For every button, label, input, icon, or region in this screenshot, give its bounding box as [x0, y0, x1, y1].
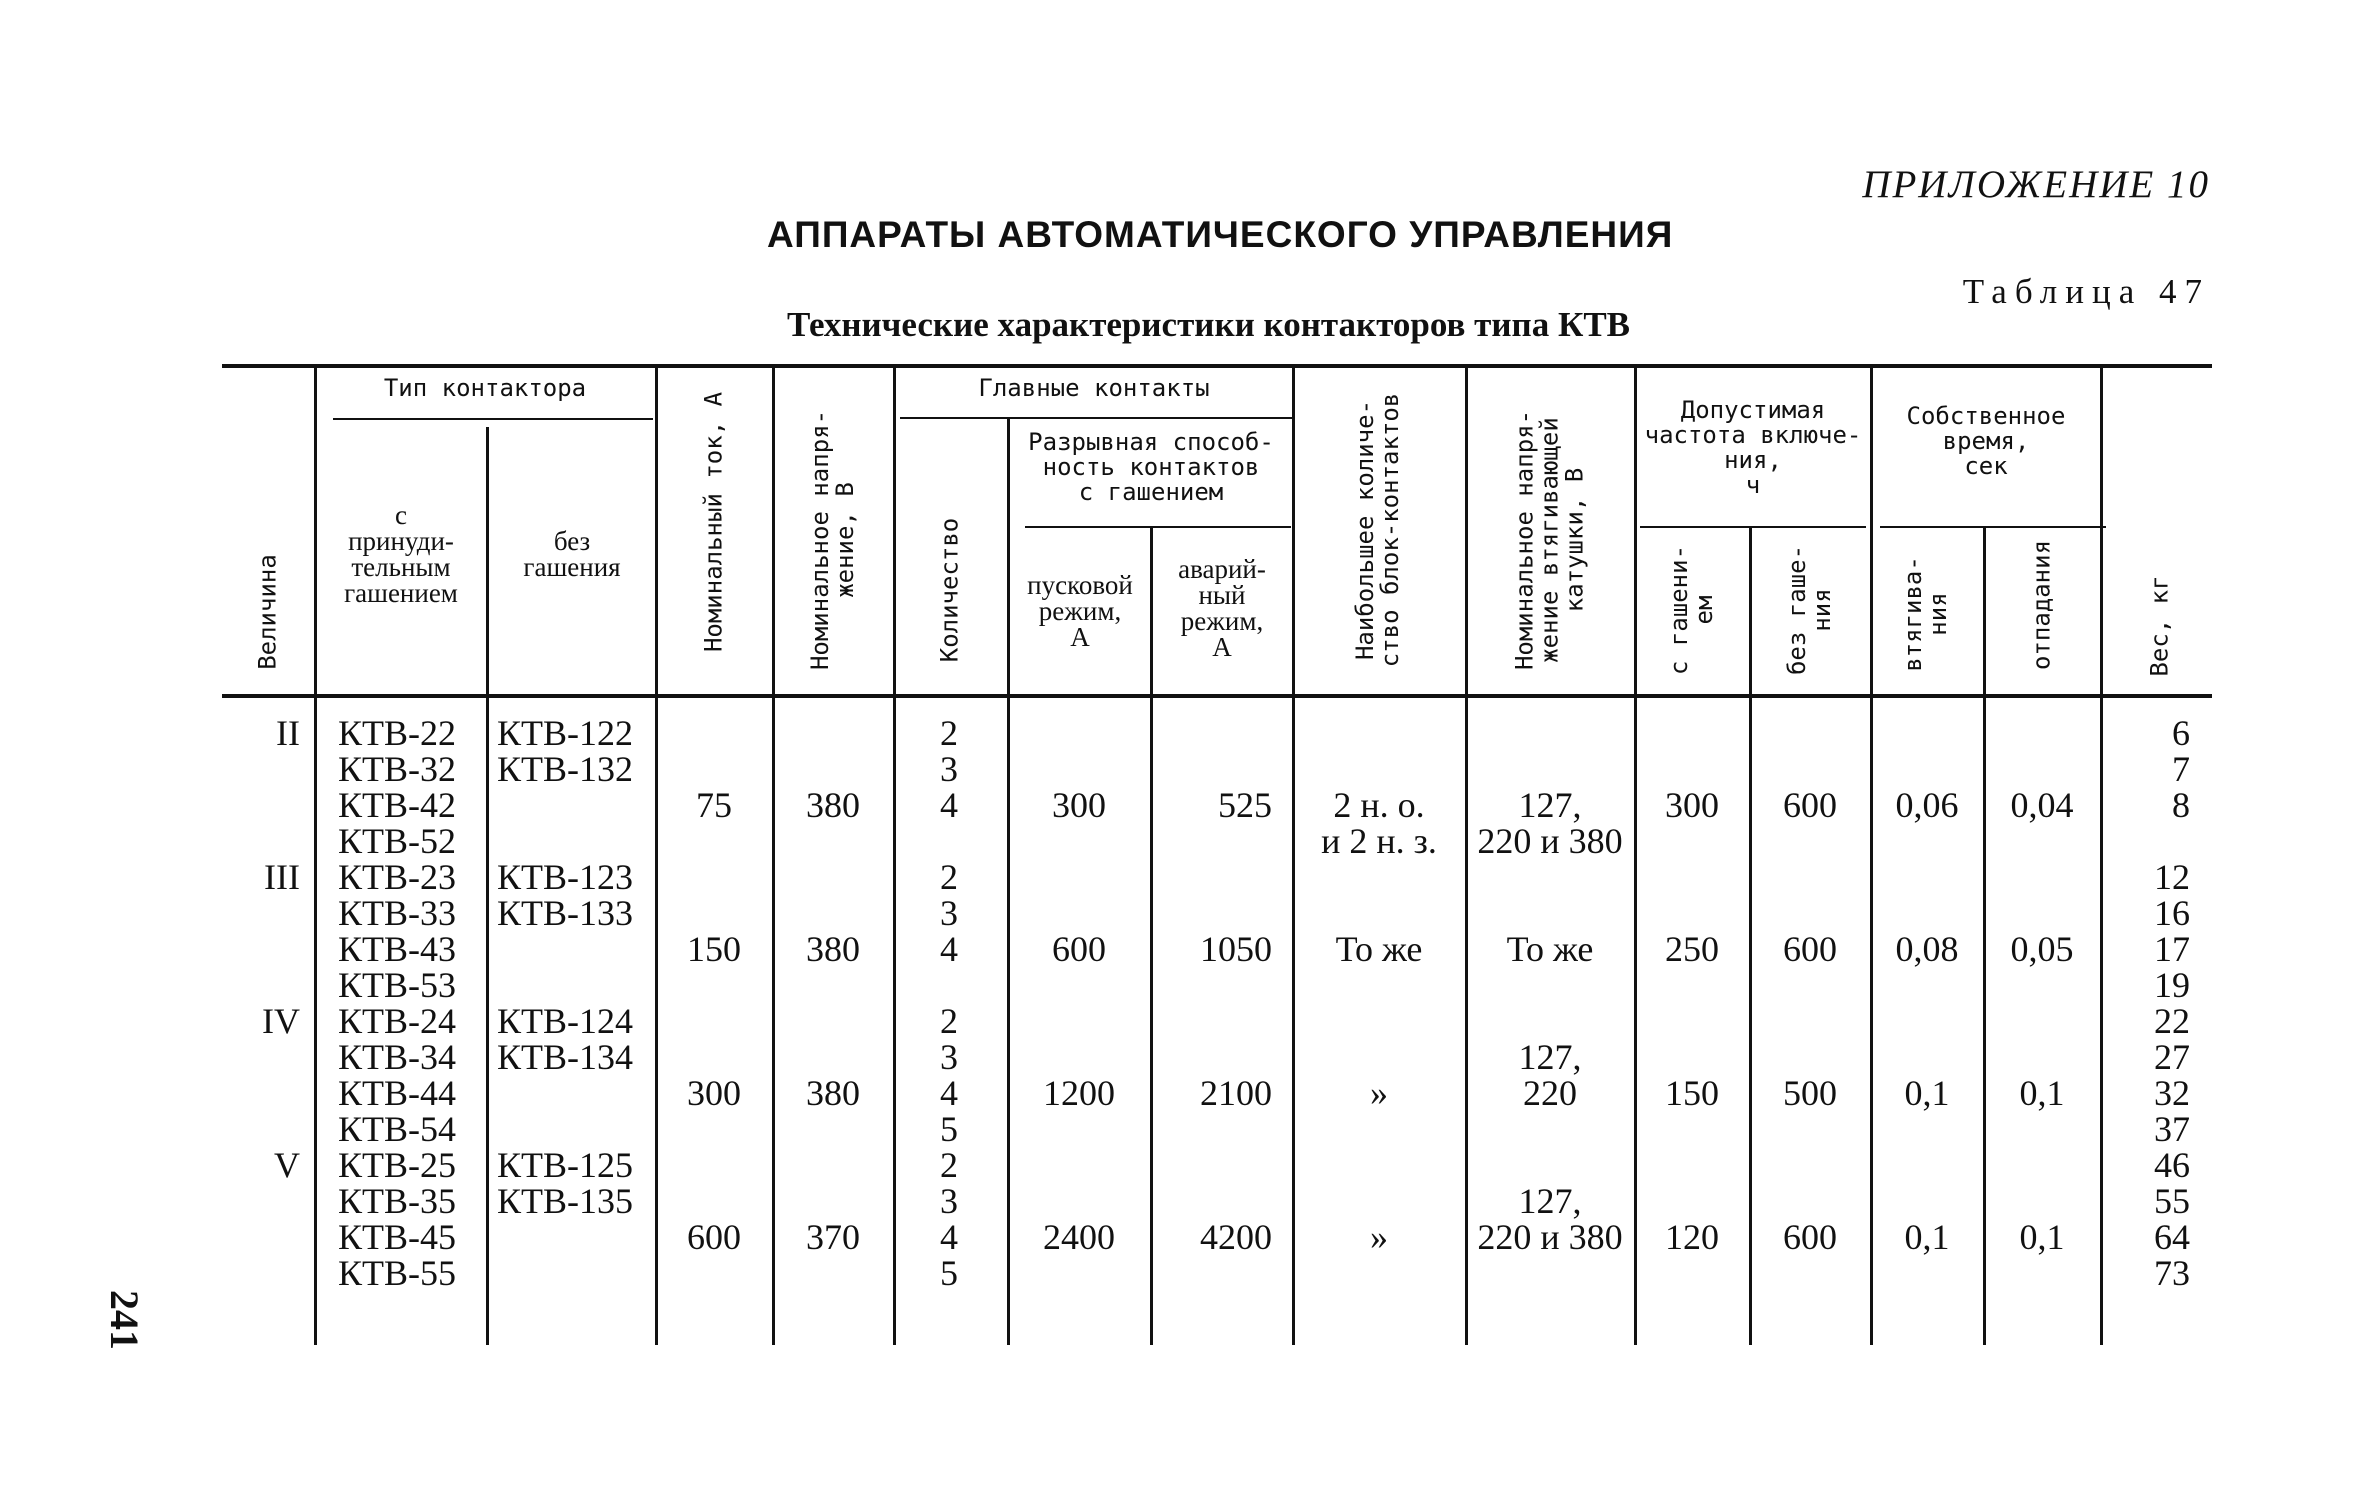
header-type-contactor: Тип контактора [383, 374, 587, 402]
contact-quantity: 4 [940, 785, 958, 825]
body-divider [2100, 698, 2103, 1345]
weight-value: 19 [2154, 965, 2190, 1005]
type-noquench: КТВ-132 [497, 749, 634, 789]
contact-quantity: 4 [940, 1073, 958, 1113]
drop-out-time: 0,1 [2019, 1073, 2065, 1113]
table-title: Технические характеристики контакторов типа КТВ [787, 305, 1631, 344]
header-divider [1465, 368, 1468, 694]
pull-in-time: 0,08 [1895, 929, 1959, 969]
header-divider [1634, 368, 1637, 694]
type-forced: КТВ-53 [338, 965, 457, 1005]
type-forced: КТВ-54 [338, 1109, 457, 1149]
freq-without-quench: 500 [1783, 1073, 1837, 1113]
main-contacts-rule [900, 417, 1292, 419]
header-pull-in-time: втягива- ния [1899, 556, 1952, 672]
block-contacts: То же [1335, 929, 1423, 969]
header-freq-without-quench: без гаше- ния [1783, 544, 1836, 676]
header-rated-voltage: Номинальное напря- жение, В [806, 409, 859, 671]
freq-with-quench: 250 [1665, 929, 1719, 969]
contact-quantity: 5 [940, 1109, 958, 1149]
coil-voltage: 127, [1518, 785, 1582, 825]
freq-without-quench: 600 [1783, 1217, 1837, 1257]
contact-quantity: 3 [940, 1181, 958, 1221]
header-rated-current: Номинальный ток, А [699, 391, 728, 653]
start-breaking: 300 [1052, 785, 1106, 825]
type-noquench: КТВ-124 [497, 1001, 634, 1041]
header-size: Величина [253, 554, 282, 670]
emergency-breaking: 1050 [1200, 929, 1272, 969]
type-noquench: КТВ-133 [497, 893, 634, 933]
body-divider [314, 698, 317, 1345]
page-title: АППАРАТЫ АВТОМАТИЧЕСКОГО УПРАВЛЕНИЯ [767, 214, 1674, 255]
rated-current: 150 [687, 929, 741, 969]
contact-quantity: 2 [940, 857, 958, 897]
appendix-label: ПРИЛОЖЕНИЕ 10 [1862, 163, 2210, 206]
type-noquench: КТВ-135 [497, 1181, 634, 1221]
header-main-contacts: Главные контакты [978, 374, 1210, 402]
body-divider [1150, 698, 1153, 1345]
weight-value: 55 [2154, 1181, 2190, 1221]
contact-quantity: 3 [940, 1037, 958, 1077]
freq-without-quench: 600 [1783, 785, 1837, 825]
rated-current: 75 [696, 785, 732, 825]
rated-current: 300 [687, 1073, 741, 1113]
header-divider [655, 368, 658, 694]
size-label: III [264, 857, 300, 897]
type-forced: КТВ-55 [338, 1253, 457, 1293]
size-label: V [274, 1145, 300, 1185]
type-forced: КТВ-44 [338, 1073, 457, 1113]
contact-quantity: 2 [940, 1145, 958, 1185]
type-forced: КТВ-42 [338, 785, 457, 825]
weight-value: 64 [2154, 1217, 2190, 1257]
header-block-contacts: Наибольшее количе- ство блок-контактов [1351, 392, 1404, 668]
type-forced: КТВ-22 [338, 713, 457, 753]
contact-quantity: 3 [940, 749, 958, 789]
contact-quantity: 4 [940, 1217, 958, 1257]
body-divider [772, 698, 775, 1345]
contact-quantity: 4 [940, 929, 958, 969]
coil-voltage: 127, [1518, 1181, 1582, 1221]
drop-out-time: 0,1 [2019, 1217, 2065, 1257]
drop-out-time: 0,04 [2010, 785, 2074, 825]
freq-with-quench: 150 [1665, 1073, 1719, 1113]
header-quantity: Количество [935, 517, 964, 663]
freq-with-quench: 120 [1665, 1217, 1719, 1257]
type-noquench: КТВ-125 [497, 1145, 634, 1185]
weight-value: 27 [2154, 1037, 2190, 1077]
header-emergency-mode: аварий- ный режим, А [1178, 554, 1266, 662]
size-label: II [276, 713, 300, 753]
header-divider [1749, 528, 1752, 694]
rated-voltage: 380 [806, 785, 860, 825]
header-weight: Вес, кг [2145, 575, 2174, 677]
page-number: 241 [102, 1290, 147, 1350]
weight-value: 46 [2154, 1145, 2190, 1185]
type-forced: КТВ-33 [338, 893, 457, 933]
rated-voltage: 370 [806, 1217, 860, 1257]
header-breaking-capacity: Разрывная способ- ность контактов с гашением [1028, 428, 1274, 506]
type-group-rule [333, 418, 653, 420]
weight-value: 37 [2154, 1109, 2190, 1149]
weight-value: 17 [2154, 929, 2190, 969]
header-divider [2100, 368, 2103, 694]
type-forced: КТВ-25 [338, 1145, 457, 1185]
type-noquench: КТВ-122 [497, 713, 634, 753]
emergency-breaking: 4200 [1200, 1217, 1272, 1257]
contact-quantity: 5 [940, 1253, 958, 1293]
body-divider [893, 698, 896, 1345]
weight-value: 73 [2154, 1253, 2190, 1293]
body-divider [486, 698, 489, 1345]
emergency-breaking: 525 [1218, 785, 1272, 825]
weight-value: 8 [2172, 785, 2190, 825]
block-contacts: и 2 н. з. [1321, 821, 1437, 861]
pull-in-time: 0,1 [1904, 1073, 1950, 1113]
freq-without-quench: 600 [1783, 929, 1837, 969]
start-breaking: 600 [1052, 929, 1106, 969]
weight-value: 7 [2172, 749, 2190, 789]
start-breaking: 1200 [1043, 1073, 1115, 1113]
start-breaking: 2400 [1043, 1217, 1115, 1257]
type-forced: КТВ-43 [338, 929, 457, 969]
coil-voltage: 220 [1523, 1073, 1577, 1113]
block-contacts: » [1370, 1217, 1388, 1257]
rated-voltage: 380 [806, 1073, 860, 1113]
emergency-breaking: 2100 [1200, 1073, 1272, 1113]
freq-rule [1640, 526, 1866, 528]
rated-current: 600 [687, 1217, 741, 1257]
pull-in-time: 0,06 [1895, 785, 1959, 825]
header-divider [486, 427, 489, 694]
type-forced: КТВ-45 [338, 1217, 457, 1257]
coil-voltage: 220 и 380 [1477, 1217, 1623, 1257]
header-divider [1007, 419, 1010, 694]
pull-in-time: 0,1 [1904, 1217, 1950, 1257]
header-bottom-rule [222, 694, 2212, 698]
contact-quantity: 3 [940, 893, 958, 933]
type-noquench: КТВ-134 [497, 1037, 634, 1077]
table-number: Таблица 47 [1962, 272, 2210, 311]
header-switching-frequency: Допустимая частота включе- ния, ч [1644, 396, 1862, 499]
table-top-rule [222, 364, 2212, 368]
weight-value: 22 [2154, 1001, 2190, 1041]
type-forced: КТВ-23 [338, 857, 457, 897]
header-drop-out-time: отпадания [2027, 539, 2056, 671]
header-type-noquench: без гашения [523, 526, 621, 582]
header-divider [1870, 368, 1873, 694]
header-divider [314, 368, 317, 694]
weight-value: 6 [2172, 713, 2190, 753]
type-noquench: КТВ-123 [497, 857, 634, 897]
own-time-rule [1880, 526, 2106, 528]
type-forced: КТВ-24 [338, 1001, 457, 1041]
weight-value: 12 [2154, 857, 2190, 897]
weight-value: 16 [2154, 893, 2190, 933]
coil-voltage: 127, [1518, 1037, 1582, 1077]
header-divider [1292, 368, 1295, 694]
weight-value: 32 [2154, 1073, 2190, 1113]
freq-with-quench: 300 [1665, 785, 1719, 825]
header-divider [772, 368, 775, 694]
block-contacts: 2 н. о. [1333, 785, 1425, 825]
type-forced: КТВ-35 [338, 1181, 457, 1221]
header-type-forced: с принуди- тельным гашением [344, 500, 458, 608]
header-divider [893, 368, 896, 694]
header-freq-with-quench: с гашени- ем [1665, 544, 1718, 676]
header-start-mode: пусковой режим, А [1027, 570, 1133, 652]
header-divider [1983, 528, 1986, 694]
header-coil-voltage: Номинальное напря- жение втягивающей катушки, В [1510, 409, 1589, 671]
block-contacts: » [1370, 1073, 1388, 1113]
rated-voltage: 380 [806, 929, 860, 969]
header-own-time: Собственное время, сек [1906, 402, 2066, 480]
breaking-rule [1025, 526, 1291, 528]
coil-voltage: 220 и 380 [1477, 821, 1623, 861]
contact-quantity: 2 [940, 1001, 958, 1041]
type-forced: КТВ-32 [338, 749, 457, 789]
coil-voltage: То же [1506, 929, 1594, 969]
contact-quantity: 2 [940, 713, 958, 753]
drop-out-time: 0,05 [2010, 929, 2074, 969]
size-label: IV [262, 1001, 300, 1041]
type-forced: КТВ-34 [338, 1037, 457, 1077]
type-forced: КТВ-52 [338, 821, 457, 861]
